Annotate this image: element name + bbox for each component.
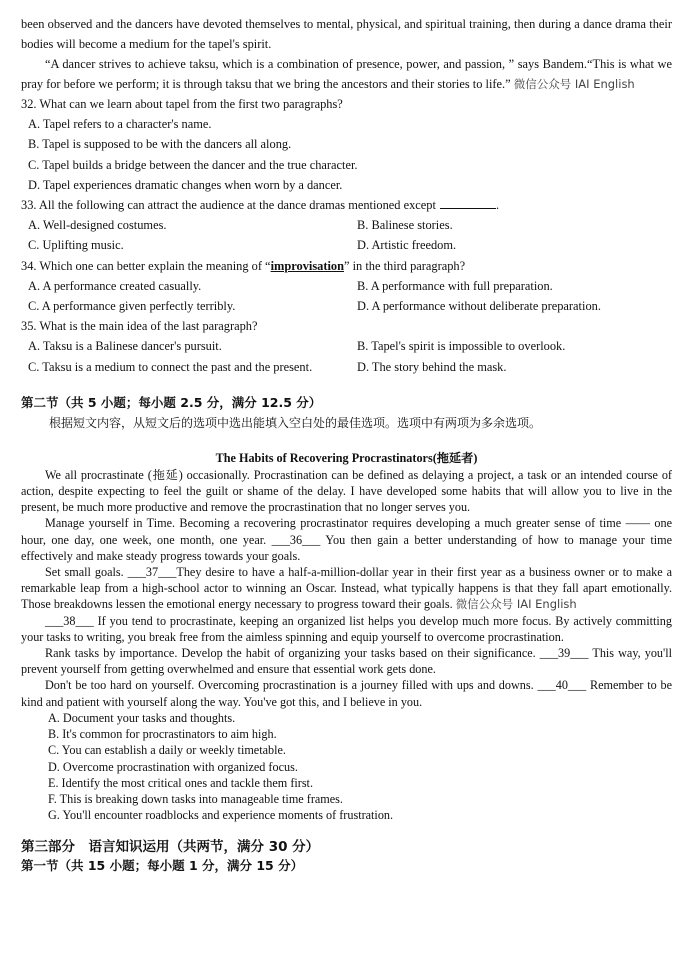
passage-paragraph-5: Rank tasks by importance. Develop the habit of organizing your tasks based on their significance. ___39___ This way, you'll prevent yourself from getting overwhelmed and ensure that essential work gets done. [21,646,672,677]
q34-option-d: D. A performance without deliberate preparation. [357,299,601,314]
paragraph-3-text: Set small goals. ___37___They desire to have a half-a-million-dollar year in their first year as a business owner or to make a remarkable leap from a high-school actor to winning an Oscar. Instead, what typically happens is that they fall apart emotionally. Those breakdowns lessen the emotional energy necessary to progress toward their goals. [21,565,672,612]
passage-title: The Habits of Recovering Procrastinators(拖延者) [215,450,478,465]
passage-option-e: E. Identify the most critical ones and tackle them first. [48,775,313,790]
q35-option-a: A. Taksu is a Balinese dancer's pursuit. [28,339,222,354]
q33-stem-end: . [495,198,500,213]
q33-options-row-1 [21,215,672,235]
q35-options-row-2 [21,357,672,377]
passage-paragraph-6: Don't be too hard on yourself. Overcoming procrastination is a journey filled with ups and downs. ___40___ Remember to be kind and patient with yourself along the way. You've got this, and I believe in you. [21,678,672,709]
question-35-stem: 35. What is the main idea of the last paragraph? [21,319,258,334]
q32-option-c: C. Tapel builds a bridge between the dancer and the true character. [28,157,358,172]
quote-text: “A dancer strives to achieve taksu, which is a combination of presence, power, and passion, ” says Bandem.“This is what we pray for before we perform; it is through taksu that we bring the ancestors and their stories to life.” [21,57,672,91]
passage-option-f: F. This is breaking down tasks into manageable time frames. [48,791,343,806]
passage-option-d: D. Overcome procrastination with organized focus. [48,759,298,774]
answer-blank [440,197,496,209]
question-34-stem [21,256,672,276]
q34-stem-start: 34. Which one can better explain the meaning of “ [21,258,271,273]
watermark-text: 微信公众号 IAI English [513,77,635,91]
q34-stem-end: ” in the third paragraph? [344,258,466,273]
q33-option-a: A. Well-designed costumes. [28,218,167,233]
q32-option-a: A. Tapel refers to a character's name. [28,117,212,132]
passage-option-a: A. Document your tasks and thoughts. [48,710,236,725]
section-2-instruction: 根据短文内容，从短文后的选项中选出能填入空白处的最佳选项。选项中有两项为多余选项。 [49,415,542,430]
passage-paragraph-3 [21,564,672,613]
q32-option-d: D. Tapel experiences dramatic changes when worn by a dancer. [28,177,343,192]
passage-paragraph-2: Manage yourself in Time. Becoming a recovering procrastinator requires developing a much greater sense of time —— one hour, one day, one week, one month, one year. ___36___ You then gain a better understanding of how to manage your time effectively and make steady progress towards your goals. [21,516,672,563]
q34-option-b: B. A performance with full preparation. [357,278,553,293]
q33-option-b: B. Balinese stories. [357,218,453,233]
passage-option-g: G. You'll encounter roadblocks and experience moments of frustration. [48,808,394,823]
q35-option-d: D. The story behind the mask. [357,359,507,374]
q33-option-c: C. Uplifting music. [28,238,124,253]
q34-options-row-2 [21,296,672,316]
question-32-stem: 32. What can we learn about tapel from the first two paragraphs? [21,97,343,111]
reading-paragraph-end: been observed and the dancers have devoted themselves to mental, physical, and spiritual training, then during a dance drama their bodies will become a medium for the tapel's spirit. [21,17,672,51]
q35-option-c: C. Taksu is a medium to connect the past and the present. [28,359,313,374]
q33-option-d: D. Artistic freedom. [357,238,457,253]
q32-option-b: B. Tapel is supposed to be with the dancers all along. [28,137,292,152]
q34-option-c: C. A performance given perfectly terribly. [28,299,236,314]
q33-stem-text: 33. All the following can attract the audience at the dance dramas mentioned except [21,198,436,213]
section-2-heading: 第二节（共 5 小题；每小题 2.5 分，满分 12.5 分） [21,394,322,410]
q35-options-row-1 [21,336,672,356]
part-3-heading: 第三部分 语言知识运用（共两节，满分 30 分） [21,839,320,856]
q33-options-row-2 [21,235,672,255]
q35-option-b: B. Tapel's spirit is impossible to overlook. [357,339,566,354]
q34-option-a: A. A performance created casually. [28,278,202,293]
q34-options-row-1 [21,276,672,296]
watermark-text: 微信公众号 IAI English [455,597,577,612]
question-33-stem [21,195,672,215]
part-3-subheading: 第一节（共 15 小题；每小题 1 分，满分 15 分） [21,858,304,874]
passage-option-c: C. You can establish a daily or weekly timetable. [48,743,286,758]
passage-paragraph-4: ___38___ If you tend to procrastinate, keeping an organized list helps you develop much more focus. By actively committing your tasks to writing, you break free from the aimless spinning and equip yourself to overcome procrastination. [21,613,672,644]
q34-key-word: improvisation [270,258,344,273]
passage-option-b: B. It's common for procrastinators to aim high. [48,727,277,742]
reading-quote-paragraph [21,54,672,94]
passage-paragraph-1: We all procrastinate (拖延) occasionally. Procrastination can be defined as delaying a project, a task or an intended course of action, despite expecting to feel the guilt or shame of the delay. I have developed some habits that will allow you to live in the present, be much more productive and remove the procrastination that no longer serves you. [21,467,672,515]
